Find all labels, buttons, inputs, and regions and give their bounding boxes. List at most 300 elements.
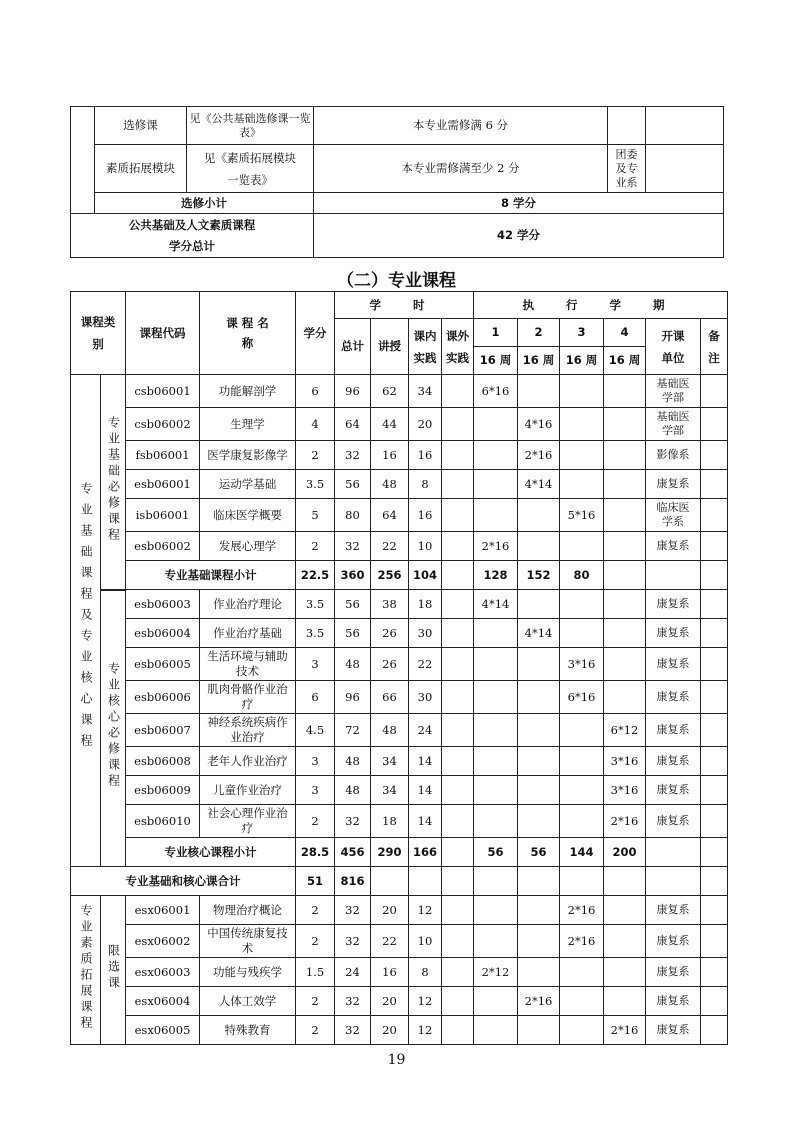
subtotal-dept — [646, 561, 701, 590]
cell-in-practice: 20 — [409, 408, 442, 441]
cell-dept: 影像系 — [646, 441, 701, 470]
subtotal-row — [71, 561, 728, 590]
cell-s2 — [518, 805, 560, 838]
cell-code: esb06007 — [126, 714, 200, 747]
cell-lecture: 44 — [371, 408, 409, 441]
cell-code: esb06010 — [126, 805, 200, 838]
cell-note — [701, 805, 728, 838]
cell-total: 32 — [335, 896, 371, 925]
combined-total-row — [71, 867, 728, 896]
cell-s3: 3*16 — [560, 648, 604, 681]
cell-s2: 4*14 — [518, 619, 560, 648]
table-row — [71, 958, 728, 987]
cell-in-practice: 10 — [409, 532, 442, 561]
header-hours-out-practice: 课外实践 — [442, 319, 474, 375]
cell-code: esb06002 — [126, 532, 200, 561]
header-semesters: 执 行 学 期 — [474, 292, 728, 319]
cell-s2 — [518, 375, 560, 408]
total-credits-label — [71, 214, 314, 258]
cell-in-practice: 30 — [409, 619, 442, 648]
cell-s1 — [474, 648, 518, 681]
note — [646, 145, 724, 193]
cell-lecture: 48 — [371, 714, 409, 747]
cell-credits: 3.5 — [296, 619, 335, 648]
cell-total: 96 — [335, 375, 371, 408]
group-basic-required — [101, 375, 126, 590]
cell-s3 — [560, 619, 604, 648]
cell-note — [701, 470, 728, 499]
subtotal-total: 456 — [335, 838, 371, 867]
cell-dept: 康复系 — [646, 619, 701, 648]
cell-dept: 康复系 — [646, 681, 701, 714]
cell-lecture: 38 — [371, 590, 409, 619]
cell-lecture: 20 — [371, 1016, 409, 1045]
cell-s3 — [560, 958, 604, 987]
header-sem-1: 1 — [474, 319, 518, 347]
cell-s2 — [518, 590, 560, 619]
empty-cell — [474, 867, 518, 896]
cell-s2 — [518, 499, 560, 532]
cell-s3: 2*16 — [560, 896, 604, 925]
cell-out-practice — [442, 441, 474, 470]
cell-s4 — [604, 648, 646, 681]
cell-out-practice — [442, 499, 474, 532]
cell-note — [701, 590, 728, 619]
table-row — [71, 987, 728, 1016]
cell-out-practice — [442, 987, 474, 1016]
cell-total: 56 — [335, 590, 371, 619]
cell-total: 56 — [335, 619, 371, 648]
cell-name: 医学康复影像学 — [200, 441, 296, 470]
cell-in-practice: 8 — [409, 958, 442, 987]
cell-in-practice: 8 — [409, 470, 442, 499]
cell-in-practice: 18 — [409, 590, 442, 619]
empty-cell — [409, 867, 442, 896]
elective-subtotal-row — [71, 193, 724, 214]
cell-dept: 基础医学部 — [646, 375, 701, 408]
subtotal-out-practice — [442, 561, 474, 590]
cell-s3 — [560, 714, 604, 747]
cell-s4: 2*16 — [604, 805, 646, 838]
cell-s1 — [474, 805, 518, 838]
cell-credits: 3 — [296, 747, 335, 776]
cell-code: esb06004 — [126, 619, 200, 648]
cell-name: 中国传统康复技术 — [200, 925, 296, 958]
cell-dept: 康复系 — [646, 648, 701, 681]
subtotal-s1: 128 — [474, 561, 518, 590]
cell-s1 — [474, 681, 518, 714]
table-row — [71, 681, 728, 714]
cell-name: 作业治疗基础 — [200, 619, 296, 648]
cell-credits: 3.5 — [296, 590, 335, 619]
cell-lecture: 16 — [371, 958, 409, 987]
cell-s4 — [604, 987, 646, 1016]
table-row — [71, 776, 728, 805]
cell-s4: 3*16 — [604, 747, 646, 776]
cell-name: 神经系统疾病作业治疗 — [200, 714, 296, 747]
cell-s4 — [604, 408, 646, 441]
cell-name: 生活环境与辅助技术 — [200, 648, 296, 681]
header-dept: 开课单位 — [646, 319, 701, 375]
header-code: 课程代码 — [126, 292, 200, 375]
cell-out-practice — [442, 619, 474, 648]
cell-s4 — [604, 375, 646, 408]
cell-credits: 5 — [296, 499, 335, 532]
cell-name: 特殊教育 — [200, 1016, 296, 1045]
cell-s1 — [474, 441, 518, 470]
cell-code: csb06001 — [126, 375, 200, 408]
cell-code: esx06003 — [126, 958, 200, 987]
cell-name: 功能与残疾学 — [200, 958, 296, 987]
cell-s4: 6*12 — [604, 714, 646, 747]
cell-total: 32 — [335, 987, 371, 1016]
cell-note — [701, 958, 728, 987]
cell-name: 人体工效学 — [200, 987, 296, 1016]
cell-s2: 4*16 — [518, 408, 560, 441]
cell-s1: 4*14 — [474, 590, 518, 619]
requirement: 本专业需修满 6 分 — [314, 107, 608, 145]
cell-note — [701, 681, 728, 714]
cell-s3 — [560, 805, 604, 838]
cell-in-practice: 24 — [409, 714, 442, 747]
cell-s2: 2*16 — [518, 441, 560, 470]
subtotal-s3: 144 — [560, 838, 604, 867]
cell-in-practice: 30 — [409, 681, 442, 714]
cell-total: 56 — [335, 470, 371, 499]
cell-dept: 康复系 — [646, 714, 701, 747]
cell-s2 — [518, 776, 560, 805]
cell-credits: 4 — [296, 408, 335, 441]
note — [646, 107, 724, 145]
table-row — [71, 532, 728, 561]
cell-s3 — [560, 776, 604, 805]
cell-in-practice: 14 — [409, 805, 442, 838]
subtotal-lecture: 290 — [371, 838, 409, 867]
cell-s3 — [560, 532, 604, 561]
page-number: 19 — [387, 1052, 406, 1068]
cell-out-practice — [442, 375, 474, 408]
course-reference: 见《素质拓展模块一览表》 — [187, 145, 314, 193]
cell-s1: 6*16 — [474, 375, 518, 408]
subtotal-s4 — [604, 561, 646, 590]
cell-s1 — [474, 987, 518, 1016]
cell-s4 — [604, 590, 646, 619]
cell-code: csb06002 — [126, 408, 200, 441]
cell-out-practice — [442, 681, 474, 714]
cell-s1 — [474, 470, 518, 499]
cell-dept: 康复系 — [646, 896, 701, 925]
cell-dept: 康复系 — [646, 776, 701, 805]
subtotal-total: 360 — [335, 561, 371, 590]
cell-s2: 4*14 — [518, 470, 560, 499]
cell-s2 — [518, 958, 560, 987]
cell-s1 — [474, 714, 518, 747]
cell-credits: 2 — [296, 896, 335, 925]
subtotal-row — [71, 838, 728, 867]
public-courses-table — [70, 106, 724, 258]
cell-name: 功能解剖学 — [200, 375, 296, 408]
cell-s4: 3*16 — [604, 776, 646, 805]
empty-cell — [701, 867, 728, 896]
header-weeks-2: 16 周 — [518, 347, 560, 375]
group-limited-elective — [101, 896, 126, 1045]
cell-dept: 临床医学系 — [646, 499, 701, 532]
table-row — [71, 714, 728, 747]
cell-code: esx06004 — [126, 987, 200, 1016]
cell-total: 64 — [335, 408, 371, 441]
header-sem-3: 3 — [560, 319, 604, 347]
cell-total: 96 — [335, 681, 371, 714]
cell-name: 运动学基础 — [200, 470, 296, 499]
cell-total: 32 — [335, 805, 371, 838]
cell-note — [701, 925, 728, 958]
group-basic-required-label: 专业基础必修课程 — [106, 415, 121, 544]
cell-name: 生理学 — [200, 408, 296, 441]
cell-note — [701, 619, 728, 648]
header-hours: 学 时 — [335, 292, 474, 319]
requirement: 本专业需修满至少 2 分 — [314, 145, 608, 193]
cell-name: 临床医学概要 — [200, 499, 296, 532]
cell-credits: 3 — [296, 776, 335, 805]
cell-dept: 康复系 — [646, 1016, 701, 1045]
elective-subtotal-label: 选修小计 — [95, 193, 314, 214]
section-title: （二）专业课程 — [337, 271, 456, 291]
total-credits-value: 42 学分 — [314, 214, 724, 258]
cell-s1: 2*16 — [474, 532, 518, 561]
cell-dept: 康复系 — [646, 470, 701, 499]
total-label-line1: 公共基础及人文素质课程 — [128, 217, 256, 232]
cell-name: 社会心理作业治疗 — [200, 805, 296, 838]
cell-dept: 康复系 — [646, 532, 701, 561]
header-category: 课程类别 — [71, 292, 126, 375]
subtotal-label: 专业核心课程小计 — [126, 838, 296, 867]
cell-note — [701, 532, 728, 561]
cell-lecture: 22 — [371, 532, 409, 561]
table-row — [71, 747, 728, 776]
empty-cell — [518, 867, 560, 896]
cell-note — [701, 1016, 728, 1045]
table-row — [71, 648, 728, 681]
header-hours-total: 总计 — [335, 319, 371, 375]
cell-s3 — [560, 408, 604, 441]
cell-note — [701, 747, 728, 776]
group-expansion — [71, 896, 101, 1045]
subtotal-label: 专业基础课程小计 — [126, 561, 296, 590]
cell-total: 24 — [335, 958, 371, 987]
cell-lecture: 34 — [371, 747, 409, 776]
cell-s3: 6*16 — [560, 681, 604, 714]
combined-total-credits: 51 — [296, 867, 335, 896]
cell-s4 — [604, 958, 646, 987]
cell-note — [701, 408, 728, 441]
cell-name: 作业治疗理论 — [200, 590, 296, 619]
header-credits: 学分 — [296, 292, 335, 375]
cell-dept: 康复系 — [646, 805, 701, 838]
dept — [608, 107, 646, 145]
subtotal-lecture: 256 — [371, 561, 409, 590]
cell-total: 48 — [335, 747, 371, 776]
cell-s1 — [474, 499, 518, 532]
header-weeks-4: 16 周 — [604, 347, 646, 375]
cell-s4 — [604, 499, 646, 532]
subtotal-note — [701, 838, 728, 867]
cell-s1 — [474, 408, 518, 441]
cell-s4 — [604, 896, 646, 925]
cell-credits: 2 — [296, 532, 335, 561]
cell-credits: 6 — [296, 681, 335, 714]
cell-in-practice: 34 — [409, 375, 442, 408]
dept: 团委及专业系 — [608, 145, 646, 193]
cell-total: 80 — [335, 499, 371, 532]
table-row — [71, 408, 728, 441]
cell-in-practice: 14 — [409, 776, 442, 805]
header-weeks-3: 16 周 — [560, 347, 604, 375]
subtotal-in-practice: 166 — [409, 838, 442, 867]
cell-total: 32 — [335, 1016, 371, 1045]
cell-s1 — [474, 1016, 518, 1045]
cell-out-practice — [442, 925, 474, 958]
course-type: 选修课 — [95, 107, 187, 145]
cell-s4: 2*16 — [604, 1016, 646, 1045]
cell-s3 — [560, 1016, 604, 1045]
cell-s2 — [518, 896, 560, 925]
table-row — [71, 470, 728, 499]
cell-credits: 2 — [296, 441, 335, 470]
cell-credits: 1.5 — [296, 958, 335, 987]
cell-credits: 2 — [296, 925, 335, 958]
empty-cell — [560, 867, 604, 896]
cell-code: esx06002 — [126, 925, 200, 958]
cell-lecture: 48 — [371, 470, 409, 499]
cell-name: 肌肉骨骼作业治疗 — [200, 681, 296, 714]
cell-code: isb06001 — [126, 499, 200, 532]
group-expansion-label: 专业素质拓展课程 — [79, 904, 93, 1032]
cell-s3 — [560, 470, 604, 499]
cell-out-practice — [442, 408, 474, 441]
group-major-basic-core-label: 专业基础课程及专业核心课程 — [79, 482, 93, 755]
group-core-required — [101, 590, 126, 867]
empty-cell — [646, 867, 701, 896]
cell-s2 — [518, 532, 560, 561]
cell-total: 32 — [335, 532, 371, 561]
cell-s4 — [604, 532, 646, 561]
table-row — [71, 107, 724, 145]
header-name: 课 程 名 称 — [200, 292, 296, 375]
cell-s2 — [518, 714, 560, 747]
cell-in-practice: 16 — [409, 441, 442, 470]
cell-s2 — [518, 648, 560, 681]
cell-s1 — [474, 896, 518, 925]
table-row — [71, 619, 728, 648]
cell-s3 — [560, 747, 604, 776]
cell-s4 — [604, 925, 646, 958]
cell-note — [701, 776, 728, 805]
cell-out-practice — [442, 958, 474, 987]
cell-lecture: 26 — [371, 619, 409, 648]
cell-credits: 2 — [296, 1016, 335, 1045]
cell-dept: 康复系 — [646, 987, 701, 1016]
cell-s3 — [560, 375, 604, 408]
cell-code: esb06006 — [126, 681, 200, 714]
cell-dept: 康复系 — [646, 925, 701, 958]
header-sem-4: 4 — [604, 319, 646, 347]
cell-dept: 康复系 — [646, 747, 701, 776]
cell-credits: 2 — [296, 987, 335, 1016]
cell-code: esx06001 — [126, 896, 200, 925]
table-row — [71, 925, 728, 958]
cell-s2 — [518, 747, 560, 776]
cell-in-practice: 14 — [409, 747, 442, 776]
group-core-required-label: 专业核心必修课程 — [106, 662, 121, 791]
cell-lecture: 20 — [371, 896, 409, 925]
cell-out-practice — [442, 747, 474, 776]
cell-s3 — [560, 590, 604, 619]
table-row — [71, 896, 728, 925]
cell-in-practice: 12 — [409, 987, 442, 1016]
cell-s4 — [604, 681, 646, 714]
cell-out-practice — [442, 776, 474, 805]
table-row — [71, 590, 728, 619]
cell-s1 — [474, 776, 518, 805]
cell-credits: 3.5 — [296, 470, 335, 499]
cell-s3 — [560, 441, 604, 470]
cell-out-practice — [442, 805, 474, 838]
cell-note — [701, 648, 728, 681]
empty-cell — [604, 867, 646, 896]
group-limited-elective-label: 限选课 — [106, 944, 121, 992]
cell-s1 — [474, 925, 518, 958]
header-hours-lecture: 讲授 — [371, 319, 409, 375]
header-hours-in-practice: 课内实践 — [409, 319, 442, 375]
cell-dept: 基础医学部 — [646, 408, 701, 441]
table-row — [71, 145, 724, 193]
subtotal-s4: 200 — [604, 838, 646, 867]
cell-note — [701, 375, 728, 408]
group-major-basic-core — [71, 375, 101, 867]
cell-code: esx06005 — [126, 1016, 200, 1045]
cell-out-practice — [442, 590, 474, 619]
subtotal-note — [701, 561, 728, 590]
subtotal-s2: 56 — [518, 838, 560, 867]
header-weeks-1: 16 周 — [474, 347, 518, 375]
cell-s4 — [604, 470, 646, 499]
table-row — [71, 805, 728, 838]
cell-total: 32 — [335, 441, 371, 470]
cell-in-practice: 16 — [409, 499, 442, 532]
cell-code: esb06009 — [126, 776, 200, 805]
cell-total: 72 — [335, 714, 371, 747]
cell-total: 48 — [335, 776, 371, 805]
course-reference: 见《公共基础选修课一览表》 — [187, 107, 314, 145]
cell-s3 — [560, 987, 604, 1016]
cell-total: 32 — [335, 925, 371, 958]
cell-out-practice — [442, 714, 474, 747]
total-label-line2: 学分总计 — [169, 238, 215, 253]
table-row — [71, 375, 728, 408]
cell-out-practice — [442, 1016, 474, 1045]
subtotal-s2: 152 — [518, 561, 560, 590]
cell-in-practice: 10 — [409, 925, 442, 958]
cell-note — [701, 499, 728, 532]
cell-out-practice — [442, 470, 474, 499]
cell-lecture: 18 — [371, 805, 409, 838]
cell-lecture: 66 — [371, 681, 409, 714]
table-row — [71, 499, 728, 532]
cell-s3: 5*16 — [560, 499, 604, 532]
empty-cell — [442, 867, 474, 896]
cell-s1 — [474, 747, 518, 776]
empty-cell — [371, 867, 409, 896]
